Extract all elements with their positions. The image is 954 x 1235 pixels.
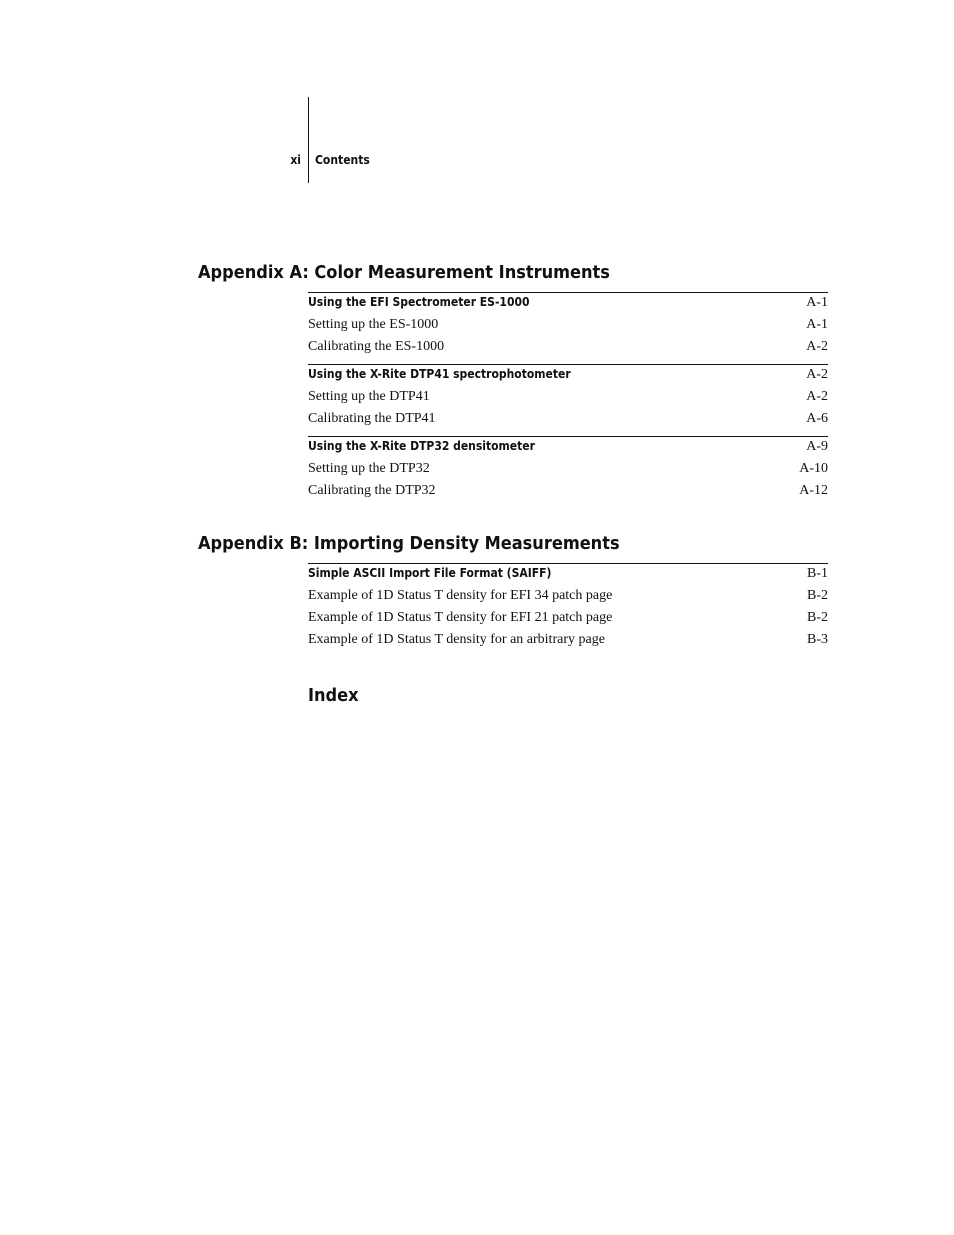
- toc-subentry-title: Calibrating the ES-1000: [308, 339, 445, 354]
- toc-subentry-title: Calibrating the DTP32: [308, 483, 436, 498]
- toc-subentry-page: A-12: [799, 483, 828, 498]
- toc-entry-page: B-1: [807, 566, 828, 581]
- header-divider: [308, 97, 309, 183]
- appendix-a: [198, 262, 828, 502]
- toc-entry-page: A-9: [806, 439, 828, 454]
- toc-entry-title: Using the X-Rite DTP32 densitometer: [308, 439, 535, 453]
- toc-subentry[interactable]: [308, 480, 828, 502]
- toc-subentry-title: Calibrating the DTP41: [308, 411, 436, 426]
- toc-section-dtp41: [308, 364, 828, 430]
- toc-subentry-page: A-6: [806, 411, 828, 426]
- index-title[interactable]: Index: [308, 685, 359, 706]
- toc-subentry-title: Setting up the DTP41: [308, 389, 430, 404]
- toc-subentry[interactable]: [308, 314, 828, 336]
- toc-entry-title: Simple ASCII Import File Format (SAIFF): [308, 566, 552, 580]
- toc-entry-page: A-1: [806, 295, 828, 310]
- toc-subentry-page: B-2: [807, 610, 828, 625]
- toc-entry[interactable]: [308, 364, 828, 386]
- toc-subentry-title: Example of 1D Status T density for EFI 21 patch page: [308, 610, 613, 625]
- toc-subentry[interactable]: [308, 408, 828, 430]
- header-page-number: xi: [290, 153, 301, 167]
- toc-subentry-page: B-3: [807, 632, 828, 647]
- toc-subentry-page: A-1: [806, 317, 828, 332]
- toc-entry-page: A-2: [806, 367, 828, 382]
- toc-section-saiff: [308, 563, 828, 651]
- toc-subentry[interactable]: [308, 629, 828, 651]
- running-header: [0, 0, 954, 200]
- appendix-b: [198, 533, 828, 651]
- toc-subentry[interactable]: [308, 386, 828, 408]
- toc-subentry-title: Example of 1D Status T density for an arbitrary page: [308, 632, 605, 647]
- toc-subentry[interactable]: [308, 336, 828, 358]
- appendix-b-title: Appendix B: Importing Density Measurements: [198, 533, 620, 554]
- toc-subentry-page: A-10: [799, 461, 828, 476]
- toc-entry[interactable]: [308, 292, 828, 314]
- toc-entry[interactable]: [308, 436, 828, 458]
- toc-subentry[interactable]: [308, 607, 828, 629]
- header-title: Contents: [315, 153, 370, 167]
- toc-subentry-title: Setting up the DTP32: [308, 461, 430, 476]
- toc-subentry-page: A-2: [806, 389, 828, 404]
- toc-subentry-page: A-2: [806, 339, 828, 354]
- appendix-a-title: Appendix A: Color Measurement Instruments: [198, 262, 610, 283]
- toc-subentry[interactable]: [308, 458, 828, 480]
- toc-entry-title: Using the X-Rite DTP41 spectrophotometer: [308, 367, 571, 381]
- toc-subentry[interactable]: [308, 585, 828, 607]
- toc-subentry-title: Setting up the ES-1000: [308, 317, 439, 332]
- toc-section-es1000: [308, 292, 828, 358]
- toc-subentry-page: B-2: [807, 588, 828, 603]
- toc-section-dtp32: [308, 436, 828, 502]
- toc-subentry-title: Example of 1D Status T density for EFI 34 patch page: [308, 588, 613, 603]
- toc-entry-title: Using the EFI Spectrometer ES-1000: [308, 295, 530, 309]
- toc-entry[interactable]: [308, 563, 828, 585]
